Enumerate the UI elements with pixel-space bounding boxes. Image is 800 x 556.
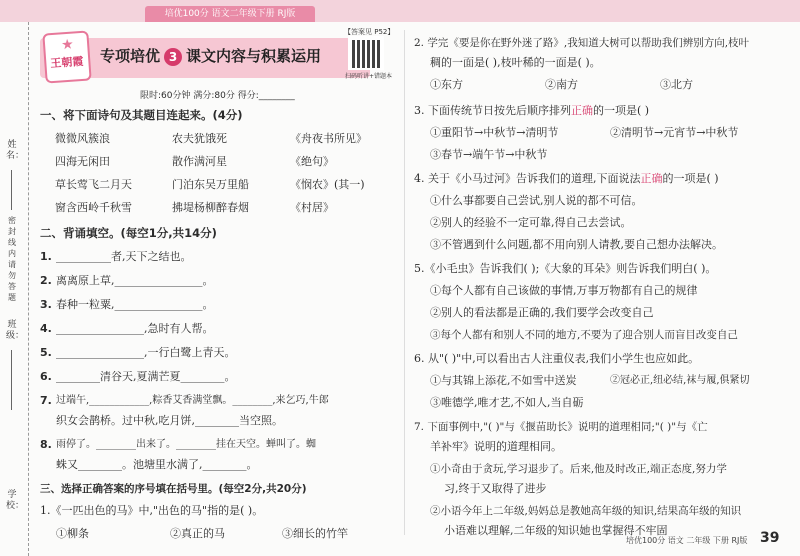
fill-3-number: 3. (40, 298, 52, 311)
fill-3[interactable]: 春种一粒粟,________________。 (56, 298, 214, 311)
match-title-4: 《村居》 (290, 201, 334, 214)
question-7-line1: 7. 下面事例中,"( )"与《揠苗助长》说明的道理相同;"( )"与《亡 (414, 421, 708, 433)
seal-line (28, 22, 29, 556)
q3-option-3[interactable]: ③春节→端午节→中秋节 (430, 148, 548, 161)
section-2-title: 二、背诵填空。(每空1分,共14分) (40, 226, 217, 240)
match-line-3b: 门泊东吴万里船 (172, 178, 249, 191)
question-7-line2: 羊补牢》说明的道理相同。 (430, 440, 562, 453)
fill-7-number: 7. (40, 394, 52, 407)
question-2-line2: 稠的一面是( ),枝叶稀的一面是( )。 (430, 56, 601, 69)
class-label: 班级： (6, 320, 25, 341)
fill-6[interactable]: ________清谷天,夏满芒夏________。 (56, 370, 236, 383)
fill-6-number: 6. (40, 370, 52, 383)
match-line-3a: 草长莺飞二月天 (55, 178, 132, 191)
question-4: 4. 关于《小马过河》告诉我们的道理,下面说法正确的一项是( ) (414, 172, 719, 185)
page-number: 39 (760, 530, 780, 546)
match-line-2a: 四海无闲田 (55, 155, 110, 168)
question-6: 6. 从"( )"中,可以看出古人注重仪表,我们小学生也应如此。 (414, 352, 700, 365)
match-title-1: 《舟夜书所见》 (290, 132, 367, 145)
section-3-title: 三、选择正确答案的序号填在括号里。(每空2分,共20分) (40, 483, 307, 495)
name-label: 姓名： (6, 140, 25, 161)
match-line-4a: 窗含西岭千秋雪 (55, 201, 132, 214)
match-line-2b: 散作满河星 (172, 155, 227, 168)
question-1: 1.《一匹出色的马》中,"出色的马"指的是( )。 (40, 504, 264, 517)
fill-8-line2[interactable]: 蛛又________。池塘里水满了,________。 (56, 458, 258, 471)
q2-option-1[interactable]: ①东方 (430, 78, 463, 91)
q6-option-1[interactable]: ①与其锦上添花,不如雪中送炭 (430, 374, 577, 387)
q3-option-1[interactable]: ①重阳节→中秋节→清明节 (430, 126, 559, 139)
fill-5-number: 5. (40, 346, 52, 359)
section-1-title: 一、将下面诗句及其题目连起来。(4分) (40, 108, 243, 122)
question-5: 5.《小毛虫》告诉我们( );《大象的耳朵》则告诉我们明白( )。 (414, 262, 717, 275)
fill-1-number: 1. (40, 250, 52, 263)
name-line (11, 170, 12, 210)
score-meta: 限时:60分钟 满分:80分 得分:________ (140, 91, 295, 101)
fill-8-number: 8. (40, 438, 52, 451)
q4-option-3[interactable]: ③不管遇到什么问题,都不用向别人请教,要自己想办法解决。 (430, 238, 723, 251)
fill-4[interactable]: ________________,急时有人帮。 (56, 322, 214, 335)
fill-7-line1[interactable]: 过端午,____________,粽香艾香满堂飘。________,来乞巧,牛郎 (56, 395, 329, 406)
match-title-2: 《绝句》 (290, 155, 334, 168)
fill-7-line2[interactable]: 织女会鹊桥。过中秋,吃月饼,________当空照。 (56, 414, 283, 427)
q2-option-2[interactable]: ②南方 (545, 78, 578, 91)
q4-option-1[interactable]: ①什么事都要自己尝试,别人说的都不可信。 (430, 194, 643, 207)
fill-4-number: 4. (40, 322, 52, 335)
fill-5[interactable]: ________________,一行白鹭上青天。 (56, 346, 236, 359)
q1-option-1[interactable]: ①柳条 (56, 527, 89, 540)
q1-option-2[interactable]: ②真正的马 (170, 527, 225, 540)
qr-code-icon[interactable] (352, 40, 380, 68)
q2-option-3[interactable]: ③北方 (660, 78, 693, 91)
page-footer: 培优100分 语文 二年级 下册 RJ版 (626, 536, 748, 545)
column-divider (404, 30, 405, 535)
book-title-tab: 培优100分 语文二年级下册 RJ版 (145, 6, 315, 22)
match-title-3: 《悯农》(其一) (290, 178, 365, 191)
banner-number: 3 (164, 48, 182, 66)
class-line (11, 350, 12, 410)
question-2-line1: 2. 学完《要是你在野外迷了路》,我知道大树可以帮助我们辨别方向,枝叶 (414, 37, 750, 49)
brand-logo: ★ 王朝霞 (42, 30, 91, 83)
q4-option-2[interactable]: ②别人的经验不一定可靠,得自己去尝试。 (430, 216, 632, 229)
star-icon: ★ (60, 36, 75, 54)
q5-option-2[interactable]: ②别人的看法都是正确的,我们要学会改变自己 (430, 306, 654, 319)
q1-option-3[interactable]: ③细长的竹竿 (282, 527, 348, 540)
top-strip (0, 0, 800, 22)
match-line-1a: 微微风簇浪 (55, 132, 110, 145)
q6-option-3[interactable]: ③唯德学,唯才艺,不如人,当自砺 (430, 396, 584, 409)
q5-option-3[interactable]: ③每个人都有和别人不同的地方,不要为了迎合别人而盲目改变自己 (430, 329, 738, 341)
seal-note: 密封线内请勿答题 (8, 216, 16, 302)
banner-title: 专项培优 3 课文内容与积累运用 (100, 47, 322, 65)
match-line-1b: 农夫犹饿死 (172, 132, 227, 145)
match-line-4b: 拂堤杨柳醉春烟 (172, 201, 249, 214)
fill-2[interactable]: 离离原上草,________________。 (56, 274, 214, 287)
q7-option-2-line2[interactable]: 小语难以理解,二年级的知识她也掌握得不牢固 (444, 524, 668, 537)
fill-2-number: 2. (40, 274, 52, 287)
school-label: 学校： (6, 490, 25, 511)
q7-option-1-line1[interactable]: ①小奇由于贪玩,学习退步了。后来,他及时改正,端正态度,努力学 (430, 463, 727, 475)
q5-option-1[interactable]: ①每个人都有自己该做的事情,万事万物都有自己的规律 (430, 284, 698, 297)
fill-8-line1[interactable]: 雨停了。________出来了。________挂在天空。蝉叫了。蜘 (56, 439, 316, 450)
q6-option-2[interactable]: ②冠必正,纽必结,袜与履,俱紧切 (610, 375, 750, 386)
q3-option-2[interactable]: ②清明节→元宵节→中秋节 (610, 126, 739, 139)
qr-caption: 扫码听讲+错题本 (345, 73, 393, 80)
question-3: 3. 下面传统节日按先后顺序排列正确的一项是( ) (414, 104, 650, 117)
q7-option-1-line2[interactable]: 习,终于又取得了进步 (444, 482, 547, 495)
fill-1[interactable]: __________者,天下之结也。 (56, 250, 192, 263)
answer-reference: 【答案见 P52】 (344, 28, 395, 36)
q7-option-2-line1[interactable]: ②小语今年上二年级,妈妈总是教她高年级的知识,结果高年级的知识 (430, 505, 742, 517)
